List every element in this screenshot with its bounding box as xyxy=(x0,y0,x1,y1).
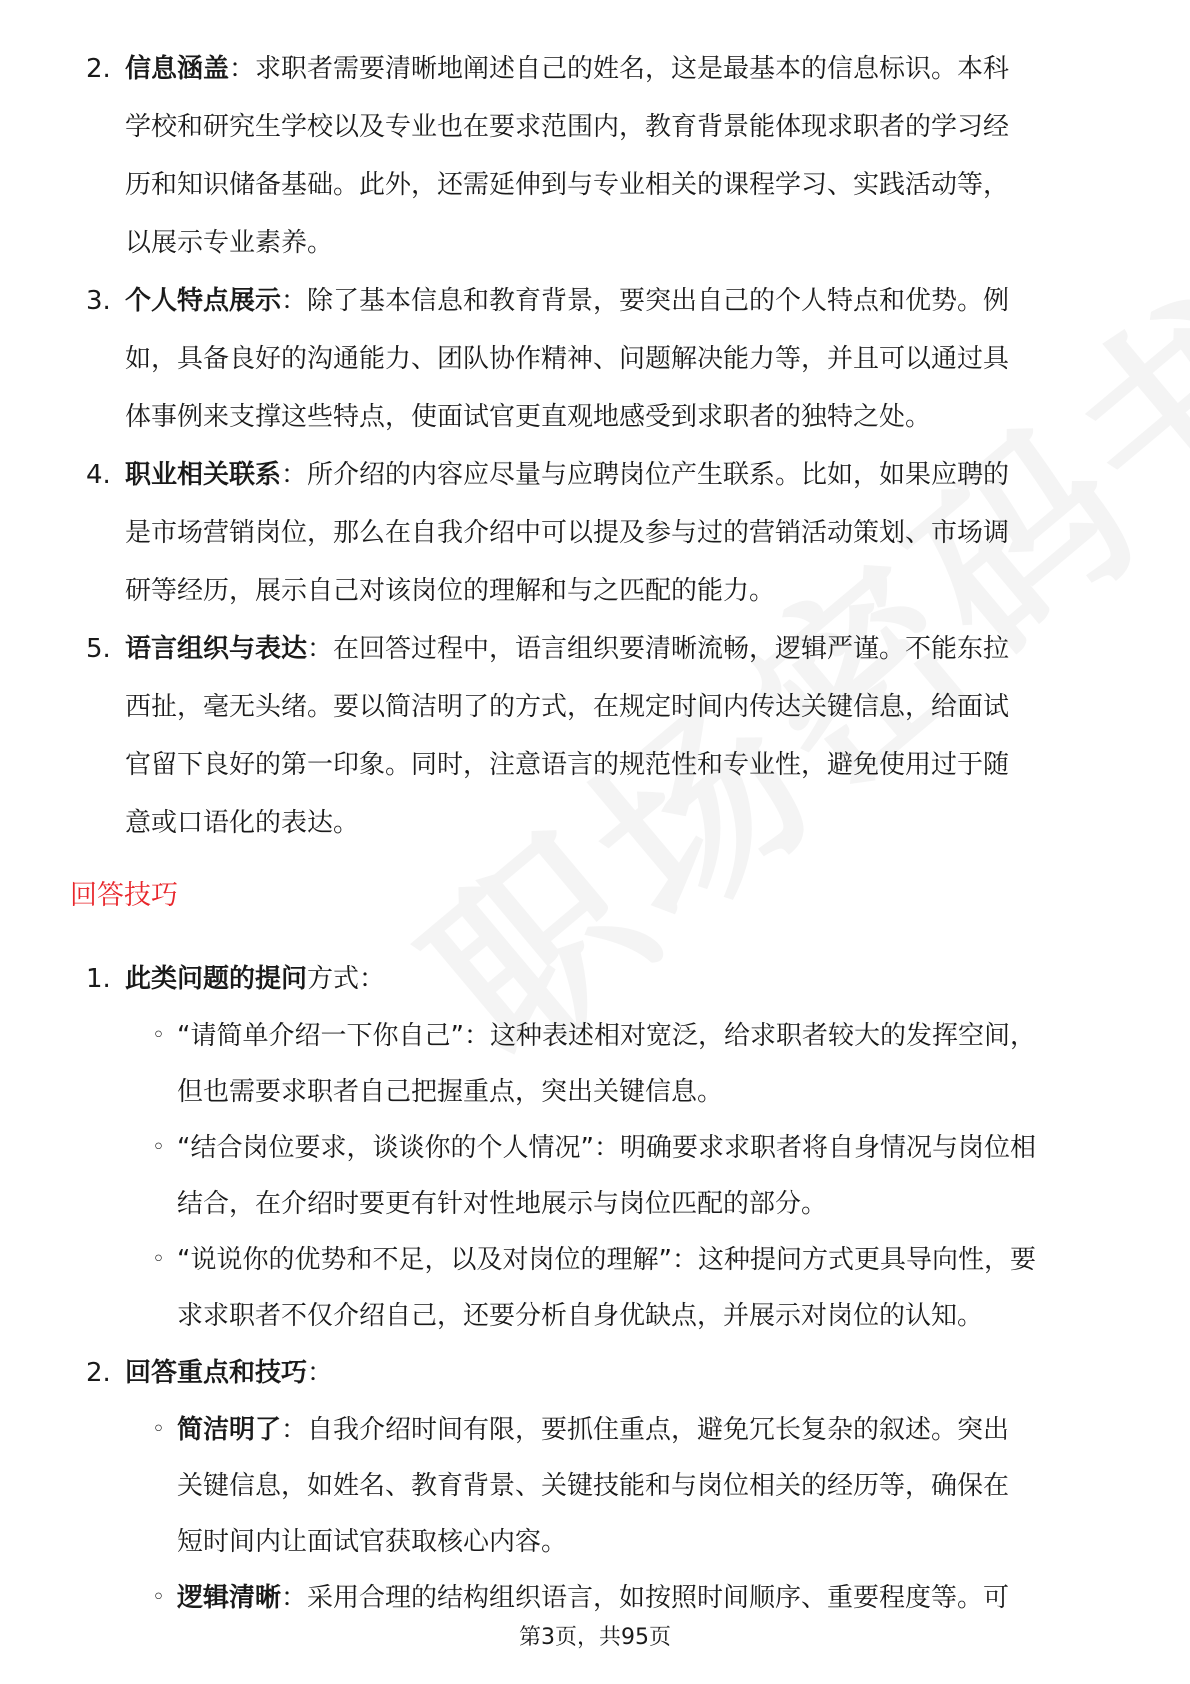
item-number: 2. xyxy=(86,54,111,84)
item-title: 信息涵盖 xyxy=(125,54,230,84)
list-item xyxy=(0,950,1190,1008)
item-text: 官留下良好的第一印象。同时，注意语言的规范性和专业性，避免使用过于随 xyxy=(125,750,1010,780)
item-number: 4. xyxy=(86,460,111,490)
sub-text: “结合岗位要求，谈谈你的个人情况”：明确要求求职者将自身情况与岗位相 xyxy=(177,1133,1036,1163)
bullet-icon: ◦ xyxy=(152,1585,165,1610)
item-title: 个人特点展示 xyxy=(125,286,282,316)
list-item xyxy=(0,1344,1190,1402)
sub-text: 求求职者不仅介绍自己，还要分析自身优缺点，并展示对岗位的认知。 xyxy=(177,1301,984,1331)
item-number: 2. xyxy=(86,1358,111,1388)
sub-text: 但也需要求职者自己把握重点，突出关键信息。 xyxy=(177,1077,724,1107)
sub-item xyxy=(0,1570,1190,1626)
sub-text: “请简单介绍一下你自己”：这种表述相对宽泛，给求职者较大的发挥空间， xyxy=(177,1021,1036,1051)
sub-text: 自我介绍时间有限，要抓住重点，避免冗长复杂的叙述。突出 xyxy=(307,1415,1010,1445)
page-footer: 第3页，共95页 xyxy=(519,1625,671,1650)
item-number: 3. xyxy=(86,286,111,316)
item-title: 职业相关联系 xyxy=(125,460,282,490)
item-text: 西扯，毫无头绪。要以简洁明了的方式，在规定时间内传达关键信息，给面试 xyxy=(125,692,1010,722)
sub-text: “说说你的优势和不足，以及对岗位的理解”：这种提问方式更具导向性，要 xyxy=(177,1245,1036,1275)
bullet-icon: ◦ xyxy=(152,1417,165,1442)
sub-item xyxy=(0,1008,1190,1120)
sub-text: 采用合理的结构组织语言，如按照时间顺序、重要程度等。可 xyxy=(307,1583,1010,1613)
sub-title: 简洁明了 xyxy=(177,1415,282,1445)
bullet-icon: ◦ xyxy=(152,1135,165,1160)
item-title-rest: ： xyxy=(307,1358,334,1388)
separator: ： xyxy=(229,54,256,84)
sub-item xyxy=(0,1232,1190,1344)
item-number: 1. xyxy=(86,964,111,994)
item-text: 是市场营销岗位，那么在自我介绍中可以提及参与过的营销活动策划、市场调 xyxy=(125,518,1010,548)
separator: ： xyxy=(281,1415,308,1445)
item-title-rest: 方式： xyxy=(307,964,386,994)
sub-item xyxy=(0,1402,1190,1570)
item-title: 此类问题的提问 xyxy=(125,964,308,994)
item-text: 如，具备良好的沟通能力、团队协作精神、问题解决能力等，并且可以通过具 xyxy=(125,344,1010,374)
bullet-icon: ◦ xyxy=(152,1023,165,1048)
item-text: 所介绍的内容应尽量与应聘岗位产生联系。比如，如果应聘的 xyxy=(307,460,1010,490)
item-text: 体事例来支撑这些特点，使面试官更直观地感受到求职者的独特之处。 xyxy=(125,402,932,432)
item-text: 以展示专业素养。 xyxy=(125,228,334,258)
sub-text: 结合，在介绍时要更有针对性地展示与岗位匹配的部分。 xyxy=(177,1189,828,1219)
item-number: 5. xyxy=(86,634,111,664)
list-item xyxy=(0,446,1190,620)
item-text: 历和知识储备基础。此外，还需延伸到与专业相关的课程学习、实践活动等， xyxy=(125,170,1010,200)
item-text: 求职者需要清晰地阐述自己的姓名，这是最基本的信息标识。本科 xyxy=(255,54,1010,84)
item-title: 回答重点和技巧 xyxy=(125,1358,308,1388)
separator: ： xyxy=(307,634,334,664)
item-text: 除了基本信息和教育背景，要突出自己的个人特点和优势。例 xyxy=(307,286,1010,316)
sub-text: 短时间内让面试官获取核心内容。 xyxy=(177,1527,568,1557)
sub-title: 逻辑清晰 xyxy=(177,1583,282,1613)
list-item xyxy=(0,620,1190,852)
bullet-icon: ◦ xyxy=(152,1247,165,1272)
item-title: 语言组织与表达 xyxy=(125,634,308,664)
list-item xyxy=(0,272,1190,446)
sub-text: 关键信息，如姓名、教育背景、关键技能和与岗位相关的经历等，确保在 xyxy=(177,1471,1010,1501)
tips-list xyxy=(0,950,1190,1626)
item-text: 学校和研究生学校以及专业也在要求范围内，教育背景能体现求职者的学习经 xyxy=(125,112,1010,142)
separator: ： xyxy=(281,460,308,490)
requirements-list xyxy=(0,40,1190,852)
list-item xyxy=(0,40,1190,272)
section-title: 回答技巧 xyxy=(70,880,178,911)
separator: ： xyxy=(281,286,308,316)
item-text: 意或口语化的表达。 xyxy=(125,808,360,838)
separator: ： xyxy=(281,1583,308,1613)
sub-item xyxy=(0,1120,1190,1232)
item-text: 研等经历，展示自己对该岗位的理解和与之匹配的能力。 xyxy=(125,576,776,606)
item-text: 在回答过程中，语言组织要清晰流畅，逻辑严谨。不能东拉 xyxy=(333,634,1010,664)
